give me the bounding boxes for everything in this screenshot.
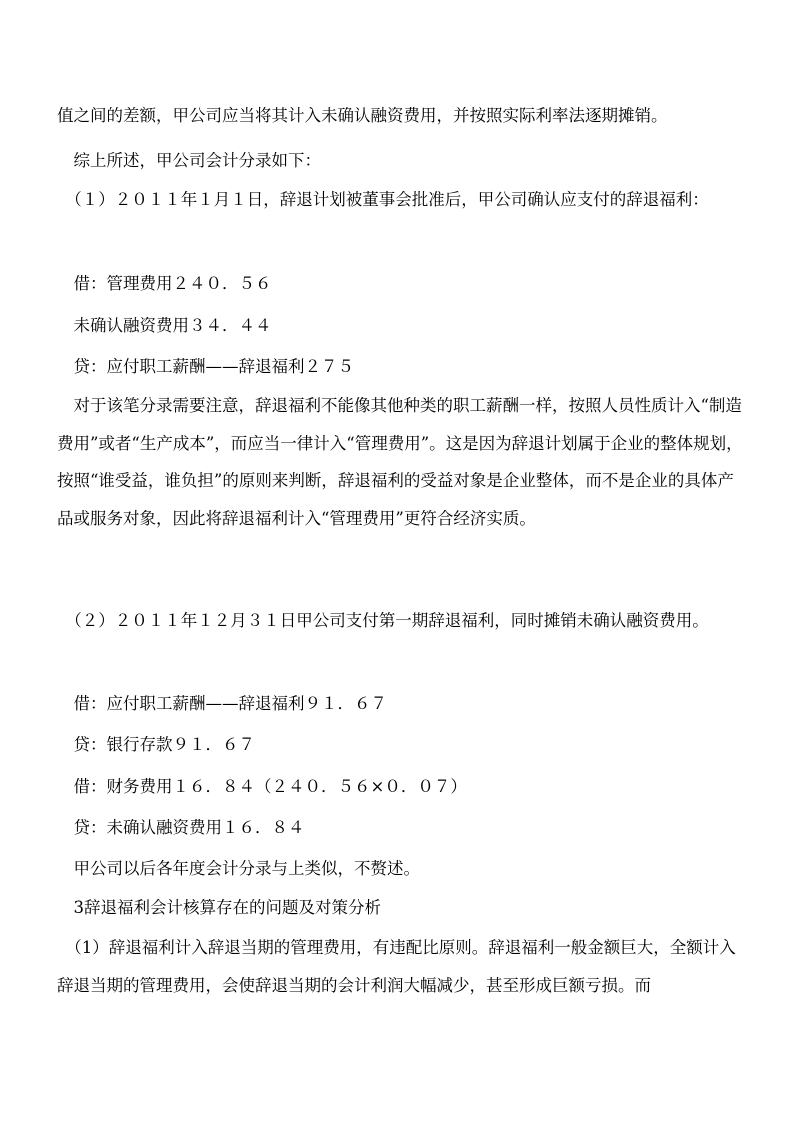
paragraph-entry-1-explanation: 对于该笔分录需要注意，辞退福利不能像其他种类的职工薪酬一样，按照人员性质计入“制造费用”或者“生产成本”，而应当一律计入“管理费用”。这是因为辞退计划属于企业的整体规划，按照“谁受益，谁负担”的原则来判断，辞退福利的受益对象是企业整体，而不是企业的具体产品或服务对象，因此将辞退福利计入“管理费用”更符合经济实质。: [57, 396, 743, 528]
section-heading-issues: 3辞退福利会计核算存在的问题及对策分析: [57, 898, 381, 917]
paragraph-summary-intro: 综上所述，甲公司会计分录如下：: [57, 151, 321, 170]
paragraph-entry-1-debit-unrecognized: 未确认融资费用３４．４４: [57, 316, 272, 335]
paragraph-entry-1-debit-admin: 借：管理费用２４０．５６: [57, 274, 272, 293]
paragraph-later-years: 甲公司以后各年度会计分录与上类似，不赘述。: [57, 859, 420, 878]
paragraph-entry-2-debit-payable: 借：应付职工薪酬——辞退福利９１．６７: [57, 694, 387, 713]
paragraph-entry-1-title: （１）２０１１年１月１日，辞退计划被董事会批准后，甲公司确认应支付的辞退福利：: [57, 190, 709, 209]
paragraph-entry-2-debit-finance: 借：财务费用１６．８４（２４０．５６×０．０７）: [57, 777, 467, 796]
paragraph-difference-note: 值之间的差额，甲公司应当将其计入未确认融资费用，并按照实际利率法逐期摊销。: [57, 106, 668, 125]
paragraph-entry-2-title: （２）２０１１年１２月３１日甲公司支付第一期辞退福利，同时摊销未确认融资费用。: [57, 611, 709, 630]
paragraph-entry-2-credit-bank: 贷：银行存款９１．６７: [57, 735, 255, 754]
paragraph-entry-1-credit: 贷：应付职工薪酬——辞退福利２７５: [57, 357, 354, 376]
paragraph-entry-2-credit-unrecognized: 贷：未确认融资费用１６．８４: [57, 818, 305, 837]
paragraph-issue-1: （1）辞退福利计入辞退当期的管理费用，有违配比原则。辞退福利一般金额巨大，全额计入辞退当期的管理费用，会使辞退当期的会计利润大幅减少，甚至形成巨额亏损。而: [57, 938, 736, 995]
